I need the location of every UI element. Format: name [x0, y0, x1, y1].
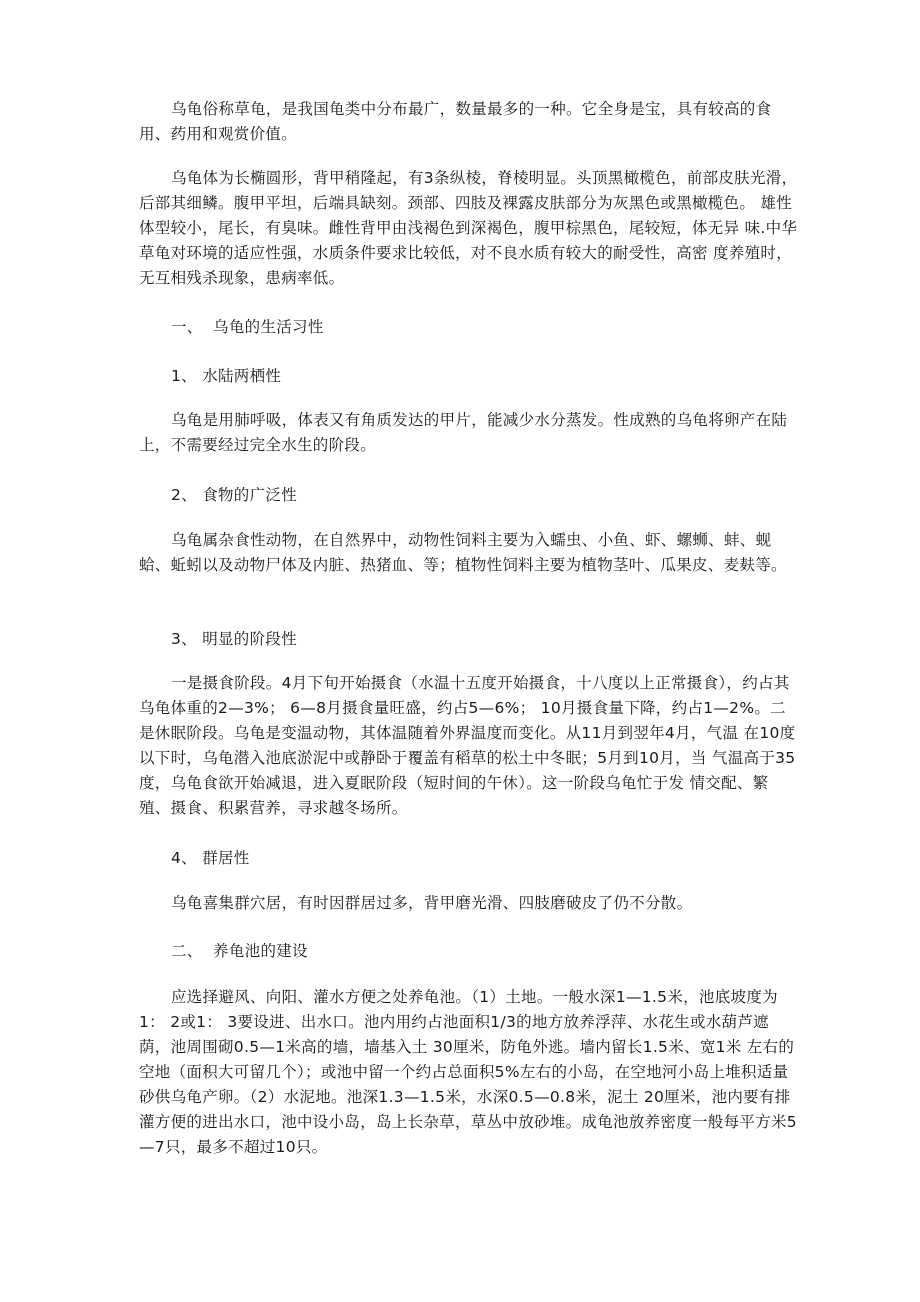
subheading-diet: 2、 食物的广泛性 [171, 486, 297, 504]
pond-paragraph: 应选择避风、向阳、灌水方便之处养龟池。（1）土地。一般水深1—1.5米，池底坡度为1： 2或1： 3要设进、出水口。池内用约占池面积1/3的地方放养浮萍、水花生或水葫芦遮荫，池周围砌0.5—1米高的墙，墙基入土 30厘米，防龟外逃。墙内留长1.5米、宽1米 左右的空地（面积大可留几个）；或池中留一个约占总面积5%左右的小岛，在空地河小岛上堆积适量砂供乌龟产卵。（2）水泥地。池深1.3—1.5米，水深0.5—0.8米，泥土 20厘米，池内要有排灌方便的进出水口，池中设小岛，岛上长杂草，草丛中放砂堆。成龟池放养密度一般每平方米5—7只，最多不超过10只。 [139, 988, 797, 1156]
section-heading-pond: 二、 养龟池的建设 [171, 942, 308, 960]
subheading-amphibious: 1、 水陆两栖性 [171, 367, 282, 385]
diet-paragraph: 乌龟属杂食性动物，在自然界中，动物性饲料主要为入蠕虫、小鱼、虾、螺蛳、蚌、蚬蛤、蚯蚓以及动物尸体及内脏、热猪血、等；植物性饲料主要为植物茎叶、瓜果皮、麦麸等。 [139, 531, 787, 574]
stages-paragraph: 一是摄食阶段。4月下旬开始摄食（水温十五度开始摄食，十八度以上正常摄食），约占其乌龟体重的2—3%； 6—8月摄食量旺盛，约占5—6%； 10月摄食量下降，约占1—2%。二是休眠阶段。乌龟是变温动物，其体温随着外界温度而变化。从11月到翌年4月，气温 在10度以下时，乌龟潜入池底淤泥中或静卧于覆盖有稻草的松土中冬眠；5月到10月，当 气温高于35度，乌龟食欲开始减退，进入夏眠阶段（短时间的午休）。这一阶段乌龟忙于发 情交配、繁殖、摄食、积累营养，寻求越冬场所。 [139, 674, 796, 817]
amphibious-paragraph: 乌龟是用肺呼吸，体表又有角质发达的甲片，能减少水分蒸发。性成熟的乌龟将卵产在陆上，不需要经过完全水生的阶段。 [139, 411, 788, 454]
subheading-stages: 3、 明显的阶段性 [171, 630, 297, 648]
intro-paragraph: 乌龟俗称草龟，是我国龟类中分布最广，数量最多的一种。它全身是宝，具有较高的食用、药用和观赏价值。 [139, 100, 772, 143]
gregarious-paragraph: 乌龟喜集群穴居，有时因群居过多，背甲磨光滑、四肢磨破皮了仍不分散。 [171, 894, 693, 912]
section-heading-habits: 一、 乌龟的生活习性 [171, 318, 324, 336]
body-description-paragraph: 乌龟体为长椭圆形，背甲稍隆起，有3条纵棱，脊棱明显。头顶黑橄榄色，前部皮肤光滑，后部其细鳞。腹甲平坦，后端具缺刻。颈部、四肢及裸露皮肤部分为灰黑色或黑橄榄色。 雄性体型较小，尾长，有臭味。雌性背甲由浅褐色到深褐色，腹甲棕黑色，尾较短，体无异 味.中华草龟对环境的适应性强，水质条件要求比较低，对不良水质有较大的耐受性，高密 度养殖时，无互相残杀现象，患病率低。 [139, 169, 798, 287]
subheading-gregarious: 4、 群居性 [171, 849, 250, 867]
